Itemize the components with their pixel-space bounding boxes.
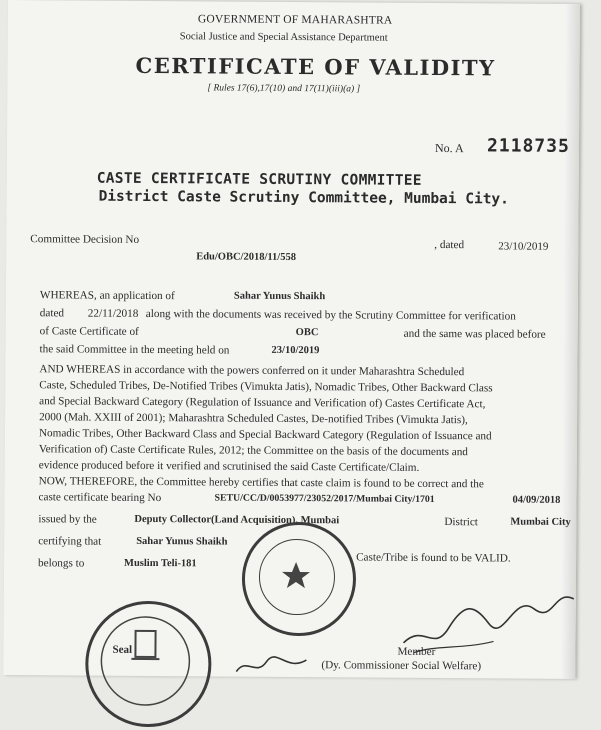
meeting-date: 23/10/2019 <box>272 345 320 356</box>
district-label: District <box>444 515 478 531</box>
certificate-number: 2118735 <box>487 135 570 157</box>
certificate-bearing-label: caste certificate bearing No <box>38 490 161 506</box>
and-whereas-line: Caste, Scheduled Tribes, De-Notified Tribes (Vimukta Jatis), Nomadic Tribes, Other Backward Class <box>39 378 492 397</box>
and-whereas-line: and Special Backward Category (Regulation of Issuance and Verification of) Castes Certificate Act, <box>39 394 485 413</box>
district-name: Mumbai City <box>510 517 570 528</box>
certified-person: Sahar Yunus Shaikh <box>136 536 227 548</box>
decision-date: 23/10/2019 <box>498 240 548 252</box>
emblem-icon <box>85 601 206 722</box>
applicant-name: Sahar Yunus Shaikh <box>234 291 325 303</box>
star-icon <box>242 522 351 631</box>
certifying-label: certifying that <box>38 534 101 550</box>
paper-edge <box>561 4 580 679</box>
decision-label: Committee Decision No <box>30 232 139 248</box>
government-heading: GOVERNMENT OF MAHARASHTRA <box>198 13 393 26</box>
application-date: 22/11/2018 <box>88 307 139 323</box>
office-round-stamp <box>242 522 357 637</box>
whereas-line-3-suffix: and the same was placed before <box>404 327 546 344</box>
and-whereas-line: AND WHEREAS in accordance with the powers conferred on it under Maharashtra Scheduled <box>39 362 464 381</box>
and-whereas-line: 2000 (Mah. XXIII of 2001); Maharashtra Scheduled Castes, De-notified Tribes (Vimukta Jatis), <box>39 410 468 429</box>
secondary-signature-icon <box>231 652 311 683</box>
whereas-prefix: WHEREAS, an application of <box>40 289 175 302</box>
whereas-line-2-label: dated <box>40 306 64 322</box>
belongs-to-label: belongs to <box>38 556 84 572</box>
whereas-line-4-label: the said Committee in the meeting held on <box>40 342 230 359</box>
committee-seal <box>85 601 212 728</box>
caste-name: Muslim Teli-181 <box>124 558 197 570</box>
seal-label: Seal <box>112 644 132 656</box>
decision-number: Edu/OBC/2018/11/558 <box>196 251 296 263</box>
claim-category: OBC <box>296 327 319 338</box>
rules-reference: [ Rules 17(6),17(10) and 17(11)(iii)(a) ] <box>207 83 360 94</box>
certificate-page <box>3 0 580 679</box>
and-whereas-line: Verification of) Caste Certificate Rules, 2012; the Committee on the basis of the documents and <box>39 442 468 461</box>
now-therefore-line: NOW, THEREFORE, the Committee hereby certifies that caste claim is found to be correct and the <box>39 474 484 493</box>
whereas-line-1 <box>40 288 175 305</box>
and-whereas-line: evidence produced before it verified and scrutinised the said Caste Certificate/Claim. <box>39 458 420 476</box>
whereas-line-2-suffix: along with the documents was received by the Scrutiny Committee for verification <box>146 307 516 325</box>
member-label: Member <box>397 645 435 661</box>
certificate-number-label: No. A <box>435 141 464 156</box>
certificate-title: CERTIFICATE OF VALIDITY <box>135 53 495 81</box>
caste-certificate-number: SETU/CC/D/0053977/23052/2017/Mumbai City/1701 <box>214 492 434 505</box>
issuing-authority: Deputy Collector(Land Acquisition), Mumbai <box>134 514 339 526</box>
and-whereas-line: Nomadic Tribes, Other Backward Class and Special Backward Category (Regulation of Issuance and <box>39 426 492 445</box>
caste-certificate-date: 04/09/2018 <box>512 495 560 506</box>
committee-title: CASTE CERTIFICATE SCRUTINY COMMITTEE <box>97 171 422 189</box>
issued-by-label: issued by the <box>38 512 97 528</box>
department-heading: Social Justice and Special Assistance Department <box>180 31 388 43</box>
decision-dated-label: , dated <box>434 238 464 254</box>
member-designation: (Dy. Commissioner Social Welfare) <box>321 658 481 675</box>
validity-statement: Caste/Tribe is found to be VALID. <box>356 550 511 567</box>
committee-subtitle: District Caste Scrutiny Committee, Mumbai City. <box>99 189 509 208</box>
whereas-line-3-label: of Caste Certificate of <box>40 324 139 340</box>
